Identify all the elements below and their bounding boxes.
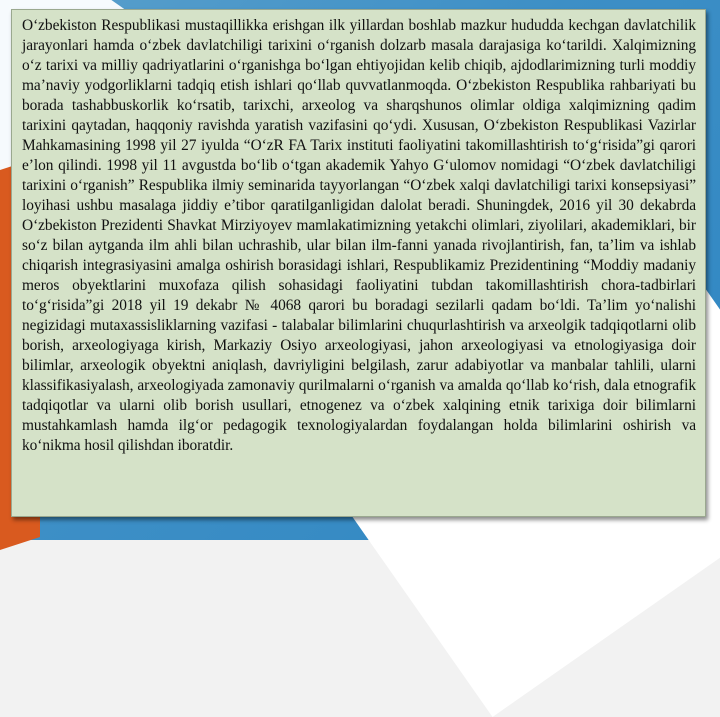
text-panel: [11, 9, 706, 517]
body-paragraph: O‘zbekiston Respublikasi mustaqillikka erishgan ilk yillardan boshlab mazkur hududda kechgan davlatchilik jarayonlari hamda o‘zbek davlatchiligi tarixini o‘rganish dolzarb masala darajasiga ko‘tarildi. Xalqimizning o‘z tarixi va milliy qadriyatlarini o‘rganishga bo‘lgan ehtiyojidan kelib chiqib, ajdodlarimizning turli moddiy ma’naviy yodgorliklarni tadqiq etish ishlari qo‘llab quvvatlanmoqda. O‘zbekiston Respublika rahbariyati bu borada tashabbuskorlik ko‘rsatib, tarixchi, arxeolog va sharqshunos olimlar oldiga xalqimizning qadim tarixini qaytadan, haqqoniy ravishda yaratish vazifasini qo‘ydi. Xususan, O‘zbekiston Respublikasi Vazirlar Mahkamasining 1998 yil 27 iyulda “O‘zR FA Tarix instituti faoliyatini takomillashtirish to‘g‘risida”gi qarori e’lon qilindi. 1998 yil 11 avgustda bo‘lib o‘tgan akademik Yahyo G‘ulomov nomidagi “O‘zbek davlatchiligi tarixini o‘rganish” Respublika ilmiy seminarida tayyorlangan “O‘zbek xalqi davlatchiligi tarixi konsepsiyasi” loyihasi ushbu masalaga jiddiy e’tibor qaratilganligidan dalolat beradi. Shuningdek, 2016 yil 30 dekabrda O‘zbekiston Prezidenti Shavkat Mirziyoyev mamlakatimizning yetakchi olimlari, ziyolilari, akademiklari, bir so‘z bilan aytganda ilm ahli bilan uchrashib, ular bilan ilm-fanni yanada rivojlantirish, fan, ta’lim va ishlab chiqarish integrasiyasini amalga oshirish borasidagi ishlari, Respublikamiz Prezidentining “Moddiy madaniy meros obyektlarini muxofaza qilish sohasidagi faoliyatini tubdan takomillashtirish chora-tadbirlari to‘g‘risida”gi 2018 yil 19 dekabr № 4068 qarori bu boradagi sezilarli qadam bo‘ldi. Ta’lim yo‘nalishi negizidagi mutaxassisliklarning vazifasi - talabalar bilimlarini chuqurlashtirish va arxeolgik tadqiqotlarni olib borish, arxeologiyaga kirish, Markaziy Osiyo arxeologiyasi, jahon arxeologiyasi va etnologiyasiga doir bilimlar, arxeologik obyektni aniqlash, davriyligini belgilash, zarur adabiyotlar va manbalar tahlili, ularni klassifikasiyalash, arxeologiyada zamonaviy qurilmalarni o‘rganish va amalda qo‘llab ko‘rish, dala etnografik tadqiqotlar va ularni olib borish usullari, etnogenez va o‘zbek xalqining etnik tarixiga doir bilimlarni mustahkamlash hamda ilg‘or pedagogik texnologiyalardan foydalangan holda bilimlarini oshirish va ko‘nikma hosil qilishdan iboratdir.: [22, 17, 696, 454]
